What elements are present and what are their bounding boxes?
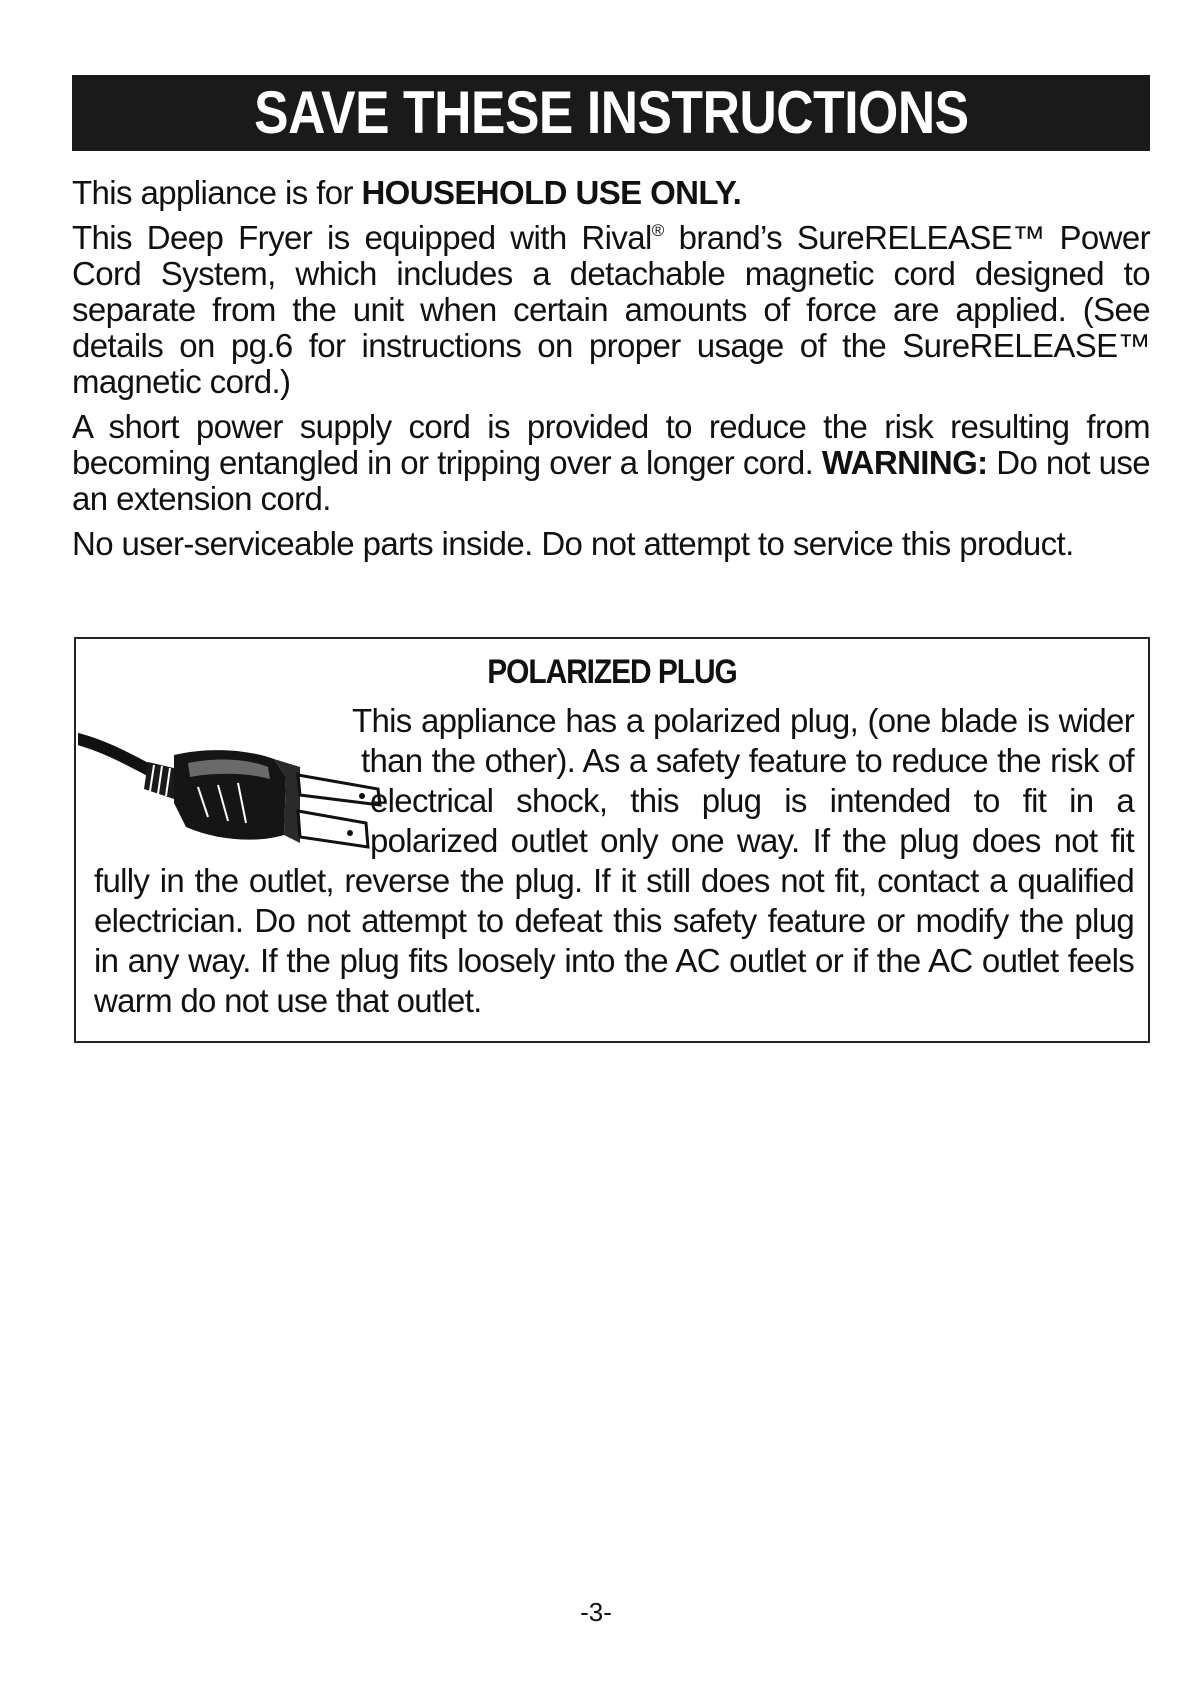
instructions-body (72, 175, 1150, 571)
cord-system-text-end: brand’s SureRELEASE™ Power Cord System, which includes a detachable magnetic cord designed to separate from the unit when certain amounts of force are applied. (See details on pg.6 for instructions on proper usage of the SureRELEASE™ magnetic cord.) (72, 219, 1150, 400)
page-number: -3- (580, 1597, 612, 1627)
warning-label: WARNING: (821, 444, 988, 481)
polarized-plug-notice (74, 637, 1150, 1043)
title-banner (72, 75, 1150, 151)
no-service-paragraph: No user-serviceable parts inside. Do not attempt to service this product. (72, 525, 1074, 562)
household-use-emphasis: HOUSEHOLD USE ONLY. (361, 174, 742, 211)
cord-system-text-start: This Deep Fryer is equipped with Rival (72, 219, 652, 256)
cord-system-paragraph (72, 220, 1150, 400)
short-cord-paragraph (72, 409, 1150, 517)
plug-text-wrap-spacer (94, 701, 394, 861)
household-prefix: This appliance is for (72, 174, 362, 211)
extension-cord-warning: Do not use an extension cord. (72, 444, 1150, 517)
registered-mark: ® (651, 221, 664, 240)
page-title: SAVE THESE INSTRUCTIONS (253, 79, 969, 146)
notice-body (94, 701, 1134, 1021)
notice-heading: POLARIZED PLUG (487, 653, 737, 691)
household-use-paragraph (72, 175, 1150, 211)
polarized-plug-text: This appliance has a polarized plug, (one blade is wider than the other). As a safety feature to reduce the risk of electrical shock, this plug is intended to fit in a polarized outlet only one way. If the plug does not fit fully in the outlet, reverse the plug. If it still does not fit, contact a qualified electrician. Do not attempt to defeat this safety feature or modify the plug in any way. If the plug fits loosely into the AC outlet or if the AC outlet feels warm do not use that outlet. (94, 702, 1134, 1019)
short-cord-text: A short power supply cord is provided to reduce the risk resulting from becoming entangled in or tripping over a longer cord. (72, 408, 1150, 481)
